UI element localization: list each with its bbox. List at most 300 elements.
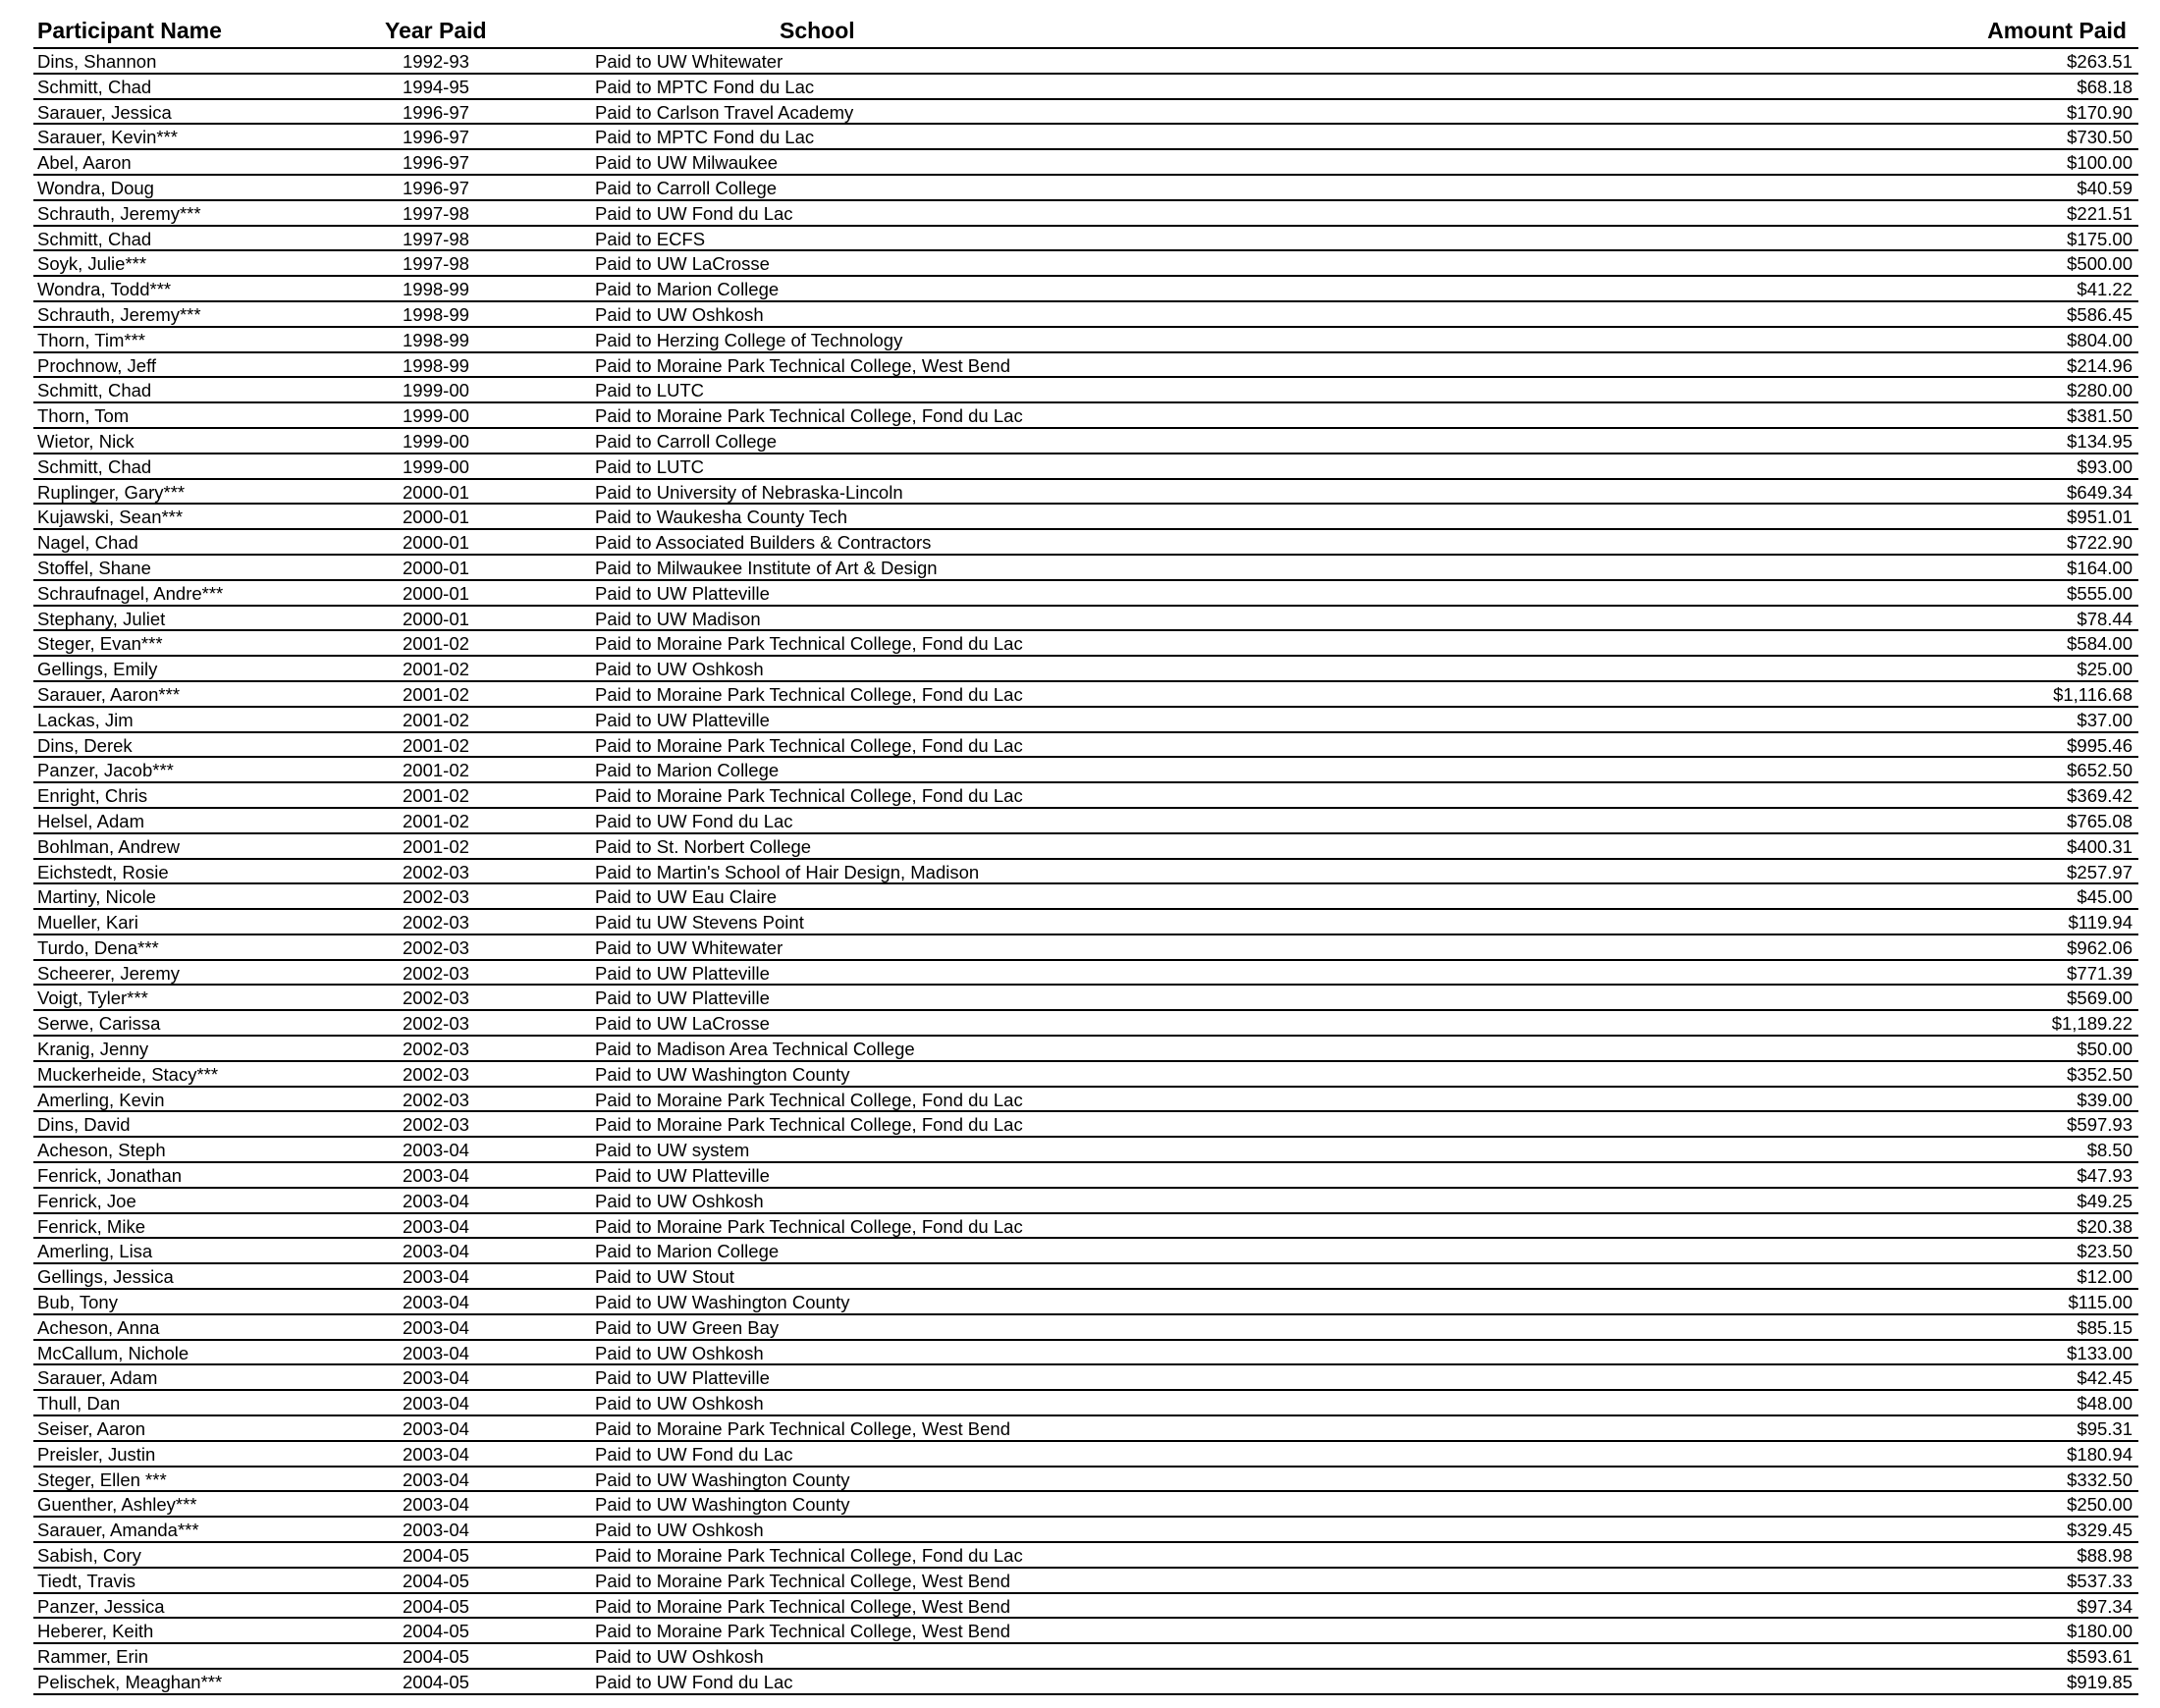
amount-paid-cell: $593.61 [2067,1646,2133,1668]
table-row [33,1088,2138,1113]
table-row [33,1315,2138,1341]
table-row [33,530,2138,556]
school-cell: Paid to UW system [595,1140,750,1161]
amount-paid-cell: $12.00 [2077,1266,2133,1288]
year-paid-cell: 2003-04 [403,1165,469,1187]
school-cell: Paid to Moraine Park Technical College, Fond du Lac [595,405,1023,427]
school-cell: Paid to Madison Area Technical College [595,1039,915,1060]
school-cell: Paid to UW Whitewater [595,51,783,72]
header-year-paid: Year Paid [385,18,487,43]
table-row [33,607,2138,632]
school-cell: Paid to UW Platteville [595,1165,770,1187]
table-header [33,14,2138,49]
amount-paid-cell: $20.38 [2077,1215,2133,1237]
school-cell: Paid to UW Oshkosh [595,1190,764,1211]
participant-name-cell: Scheerer, Jeremy [37,962,180,984]
amount-paid-cell: $500.00 [2067,253,2133,275]
amount-paid-cell: $730.50 [2067,127,2133,148]
year-paid-cell: 2000-01 [403,582,469,604]
amount-paid-cell: $332.50 [2067,1468,2133,1490]
table-row [33,581,2138,607]
school-cell: Paid to UW Oshkosh [595,1393,764,1414]
school-cell: Paid to Carlson Travel Academy [595,101,854,123]
amount-paid-cell: $584.00 [2067,633,2133,655]
school-cell: Paid to Marion College [595,279,780,300]
amount-paid-cell: $170.90 [2067,101,2133,123]
participant-name-cell: Thull, Dan [37,1393,121,1414]
school-cell: Paid to UW Platteville [595,962,770,984]
table-row [33,251,2138,277]
table-row [33,1365,2138,1391]
school-cell: Paid to UW Oshkosh [595,1342,764,1363]
amount-paid-cell: $78.44 [2077,608,2133,629]
amount-paid-cell: $400.31 [2067,835,2133,857]
amount-paid-cell: $214.96 [2067,354,2133,376]
amount-paid-cell: $369.42 [2067,785,2133,807]
amount-paid-cell: $257.97 [2067,861,2133,882]
participant-name-cell: Schrauth, Jeremy*** [37,202,201,224]
year-paid-cell: 1999-00 [403,405,469,427]
year-paid-cell: 2001-02 [403,810,469,831]
participant-name-cell: Dins, David [37,1114,131,1136]
school-cell: Paid to Moraine Park Technical College, West Bend [595,1570,1010,1591]
school-cell: Paid to Associated Builders & Contractors [595,532,932,554]
school-cell: Paid to UW Oshkosh [595,1646,764,1668]
amount-paid-cell: $804.00 [2067,329,2133,350]
year-paid-cell: 2003-04 [403,1443,469,1465]
amount-paid-cell: $995.46 [2067,734,2133,756]
school-cell: Paid to Moraine Park Technical College, Fond du Lac [595,785,1023,807]
amount-paid-cell: $45.00 [2077,886,2133,908]
amount-paid-cell: $115.00 [2068,1292,2133,1313]
header-amount-paid: Amount Paid [1987,18,2127,43]
school-cell: Paid to UW Washington County [595,1063,850,1085]
year-paid-cell: 1996-97 [403,152,469,174]
amount-paid-cell: $722.90 [2067,532,2133,554]
school-cell: Paid to Moraine Park Technical College, Fond du Lac [595,683,1023,705]
table-row [33,986,2138,1011]
amount-paid-cell: $40.59 [2077,177,2133,198]
year-paid-cell: 2003-04 [403,1292,469,1313]
school-cell: Paid to Martin's School of Hair Design, Madison [595,861,980,882]
participant-name-cell: Helsel, Adam [37,810,144,831]
year-paid-cell: 2002-03 [403,1089,469,1110]
table-row [33,657,2138,682]
amount-paid-cell: $1,116.68 [2053,683,2133,705]
amount-paid-cell: $649.34 [2067,481,2133,503]
year-paid-cell: 2004-05 [403,1672,469,1692]
year-paid-cell: 2000-01 [403,532,469,554]
table-row [33,201,2138,227]
school-cell: Paid to UW Platteville [595,582,770,604]
year-paid-cell: 1997-98 [403,253,469,275]
year-paid-cell: 1998-99 [403,329,469,350]
amount-paid-cell: $68.18 [2077,76,2133,97]
participant-name-cell: Sarauer, Aaron*** [37,683,181,705]
school-cell: Paid to UW LaCrosse [595,1013,770,1035]
table-row [33,935,2138,961]
table-row [33,1569,2138,1594]
table-row [33,403,2138,429]
year-paid-cell: 2003-04 [403,1266,469,1288]
amount-paid-cell: $93.00 [2077,455,2133,477]
participant-name-cell: Ruplinger, Gary*** [37,481,186,503]
participant-name-cell: Muckerheide, Stacy*** [37,1063,219,1085]
year-paid-cell: 2002-03 [403,962,469,984]
year-paid-cell: 2004-05 [403,1570,469,1591]
header-participant-name: Participant Name [37,18,222,43]
amount-paid-cell: $48.00 [2077,1393,2133,1414]
amount-paid-cell: $42.45 [2077,1367,2133,1389]
year-paid-cell: 2003-04 [403,1316,469,1338]
participant-name-cell: Seiser, Aaron [37,1418,146,1440]
table-row [33,378,2138,403]
year-paid-cell: 2003-04 [403,1494,469,1516]
participant-name-cell: Bohlman, Andrew [37,835,181,857]
table-row [33,1189,2138,1214]
participant-name-cell: Tiedt, Travis [37,1570,136,1591]
amount-paid-cell: $919.85 [2067,1672,2133,1692]
school-cell: Paid to University of Nebraska-Lincoln [595,481,903,503]
participant-name-cell: Preisler, Justin [37,1443,156,1465]
participant-name-cell: Stoffel, Shane [37,557,151,578]
year-paid-cell: 1998-99 [403,354,469,376]
school-cell: Paid to UW Washington County [595,1468,850,1490]
year-paid-cell: 2001-02 [403,785,469,807]
year-paid-cell: 2001-02 [403,835,469,857]
year-paid-cell: 2004-05 [403,1621,469,1642]
amount-paid-cell: $164.00 [2067,557,2133,578]
year-paid-cell: 1997-98 [403,228,469,249]
year-paid-cell: 2003-04 [403,1140,469,1161]
school-cell: Paid to Moraine Park Technical College, West Bend [595,1621,1010,1642]
table-row [33,961,2138,987]
year-paid-cell: 2002-03 [403,1039,469,1060]
school-cell: Paid to UW Washington County [595,1292,850,1313]
participant-name-cell: Acheson, Anna [37,1316,160,1338]
table-row [33,1062,2138,1088]
table-row [33,353,2138,379]
year-paid-cell: 2001-02 [403,633,469,655]
school-cell: Paid to UW Oshkosh [595,659,764,680]
year-paid-cell: 1998-99 [403,303,469,325]
year-paid-cell: 2000-01 [403,507,469,528]
year-paid-cell: 2000-01 [403,608,469,629]
school-cell: Paid to UW Green Bay [595,1316,780,1338]
amount-paid-cell: $25.00 [2077,659,2133,680]
year-paid-cell: 1996-97 [403,127,469,148]
table-row [33,1037,2138,1062]
participant-name-cell: Sarauer, Amanda*** [37,1520,199,1541]
school-cell: Paid to UW Platteville [595,987,770,1009]
table-row [33,1492,2138,1518]
participant-name-cell: Panzer, Jacob*** [37,760,174,781]
participant-name-cell: Amerling, Lisa [37,1241,153,1262]
school-cell: Paid to UW Eau Claire [595,886,778,908]
school-cell: Paid to Moraine Park Technical College, West Bend [595,1418,1010,1440]
year-paid-cell: 2001-02 [403,760,469,781]
year-paid-cell: 2002-03 [403,1013,469,1035]
school-cell: Paid to Carroll College [595,177,778,198]
amount-paid-cell: $39.00 [2077,1089,2133,1110]
amount-paid-cell: $50.00 [2077,1039,2133,1060]
amount-paid-cell: $329.45 [2067,1520,2133,1541]
table-row [33,1112,2138,1138]
participant-name-cell: Kranig, Jenny [37,1039,149,1060]
participant-name-cell: Guenther, Ashley*** [37,1494,197,1516]
participant-name-cell: Schmitt, Chad [37,228,152,249]
participant-name-cell: Lackas, Jim [37,709,134,730]
amount-paid-cell: $221.51 [2067,202,2133,224]
amount-paid-cell: $352.50 [2067,1063,2133,1085]
participant-name-cell: Fenrick, Joe [37,1190,136,1211]
participant-name-cell: Prochnow, Jeff [37,354,157,376]
table-row [33,328,2138,353]
school-cell: Paid to Moraine Park Technical College, Fond du Lac [595,734,1023,756]
participant-name-cell: Sarauer, Kevin*** [37,127,178,148]
amount-paid-cell: $37.00 [2077,709,2133,730]
table-row [33,682,2138,708]
school-cell: Paid to Moraine Park Technical College, West Bend [595,354,1010,376]
table-row [33,1543,2138,1569]
participant-name-cell: Amerling, Kevin [37,1089,165,1110]
school-cell: Paid tu UW Stevens Point [595,912,804,934]
table-row [33,1214,2138,1240]
school-cell: Paid to UW Whitewater [595,936,783,958]
table-row [33,631,2138,657]
table-row [33,1239,2138,1264]
participant-name-cell: Pelischek, Meaghan*** [37,1672,223,1692]
table-row [33,1138,2138,1163]
table-row [33,884,2138,910]
year-paid-cell: 2003-04 [403,1241,469,1262]
year-paid-cell: 2002-03 [403,886,469,908]
year-paid-cell: 2001-02 [403,709,469,730]
participant-name-cell: Sarauer, Adam [37,1367,158,1389]
participant-name-cell: Wietor, Nick [37,430,135,452]
participant-name-cell: Schmitt, Chad [37,76,152,97]
table-row [33,1644,2138,1670]
participant-name-cell: Fenrick, Jonathan [37,1165,183,1187]
participant-name-cell: Dins, Derek [37,734,133,756]
school-cell: Paid to UW Madison [595,608,761,629]
year-paid-cell: 2004-05 [403,1545,469,1567]
amount-paid-cell: $597.93 [2067,1114,2133,1136]
school-cell: Paid to Moraine Park Technical College, Fond du Lac [595,633,1023,655]
school-cell: Paid to Moraine Park Technical College, Fond du Lac [595,1089,1023,1110]
participant-name-cell: Soyk, Julie*** [37,253,147,275]
year-paid-cell: 2003-04 [403,1190,469,1211]
year-paid-cell: 2003-04 [403,1520,469,1541]
year-paid-cell: 2004-05 [403,1595,469,1617]
school-cell: Paid to UW Platteville [595,1367,770,1389]
year-paid-cell: 2003-04 [403,1468,469,1490]
participant-name-cell: Dins, Shannon [37,51,157,72]
participant-name-cell: Turdo, Dena*** [37,936,159,958]
school-cell: Paid to UW Milwaukee [595,152,779,174]
year-paid-cell: 1994-95 [403,76,469,97]
table-row [33,75,2138,100]
amount-paid-cell: $175.00 [2067,228,2133,249]
school-cell: Paid to LUTC [595,455,705,477]
amount-paid-cell: $97.34 [2077,1595,2133,1617]
table-row [33,809,2138,834]
participant-name-cell: Eichstedt, Rosie [37,861,169,882]
school-cell: Paid to UW Washington County [595,1494,850,1516]
amount-paid-cell: $119.94 [2068,912,2133,934]
participant-name-cell: Gellings, Jessica [37,1266,174,1288]
amount-paid-cell: $280.00 [2067,380,2133,401]
school-cell: Paid to Marion College [595,760,780,781]
table-row [33,1391,2138,1416]
year-paid-cell: 2001-02 [403,659,469,680]
amount-paid-cell: $180.00 [2067,1621,2133,1642]
amount-paid-cell: $41.22 [2077,279,2133,300]
table-row [33,834,2138,860]
table-row [33,733,2138,759]
school-cell: Paid to Moraine Park Technical College, West Bend [595,1595,1010,1617]
table-row [33,1670,2138,1695]
participant-name-cell: Serwe, Carissa [37,1013,161,1035]
table-row [33,1468,2138,1493]
year-paid-cell: 2003-04 [403,1393,469,1414]
year-paid-cell: 2004-05 [403,1646,469,1668]
header-school: School [780,18,855,43]
amount-paid-cell: $1,189.22 [2051,1013,2133,1035]
participant-name-cell: Abel, Aaron [37,152,132,174]
year-paid-cell: 2003-04 [403,1367,469,1389]
year-paid-cell: 2002-03 [403,861,469,882]
table-row [33,1264,2138,1290]
participant-name-cell: Schmitt, Chad [37,380,152,401]
participant-name-cell: Panzer, Jessica [37,1595,165,1617]
table-row [33,758,2138,783]
amount-paid-cell: $180.94 [2067,1443,2133,1465]
table-row [33,910,2138,935]
year-paid-cell: 1992-93 [403,51,469,72]
school-cell: Paid to Carroll College [595,430,778,452]
amount-paid-cell: $771.39 [2067,962,2133,984]
amount-paid-cell: $250.00 [2067,1494,2133,1516]
amount-paid-cell: $88.98 [2077,1545,2133,1567]
year-paid-cell: 2002-03 [403,936,469,958]
school-cell: Paid to Waukesha County Tech [595,507,848,528]
school-cell: Paid to UW Fond du Lac [595,1672,793,1692]
participant-name-cell: Thorn, Tom [37,405,130,427]
table-body [33,49,2138,1695]
amount-paid-cell: $555.00 [2067,582,2133,604]
table-row [33,125,2138,150]
year-paid-cell: 1998-99 [403,279,469,300]
school-cell: Paid to Milwaukee Institute of Art & Design [595,557,938,578]
participant-name-cell: Steger, Evan*** [37,633,163,655]
school-cell: Paid to UW Oshkosh [595,1520,764,1541]
participant-name-cell: Schmitt, Chad [37,455,152,477]
table-row [33,302,2138,328]
amount-paid-cell: $263.51 [2067,51,2133,72]
participant-name-cell: Rammer, Erin [37,1646,149,1668]
amount-paid-cell: $134.95 [2067,430,2133,452]
year-paid-cell: 2003-04 [403,1418,469,1440]
table-row [33,708,2138,733]
amount-paid-cell: $765.08 [2067,810,2133,831]
participant-name-cell: Enright, Chris [37,785,148,807]
participant-name-cell: Kujawski, Sean*** [37,507,184,528]
table-row [33,1290,2138,1315]
participant-name-cell: Sabish, Cory [37,1545,141,1567]
participant-name-cell: Fenrick, Mike [37,1215,145,1237]
school-cell: Paid to UW LaCrosse [595,253,770,275]
amount-paid-cell: $962.06 [2067,936,2133,958]
table-row [33,1594,2138,1620]
year-paid-cell: 2003-04 [403,1215,469,1237]
participant-name-cell: McCallum, Nichole [37,1342,189,1363]
table-row [33,49,2138,75]
year-paid-cell: 2002-03 [403,1114,469,1136]
participant-name-cell: Wondra, Todd*** [37,279,172,300]
table-row [33,150,2138,176]
table-row [33,505,2138,530]
school-cell: Paid to UW Fond du Lac [595,202,793,224]
year-paid-cell: 1999-00 [403,455,469,477]
participant-name-cell: Bub, Tony [37,1292,118,1313]
payments-table [33,14,2138,1695]
school-cell: Paid to UW Platteville [595,709,770,730]
amount-paid-cell: $49.25 [2077,1190,2133,1211]
year-paid-cell: 2000-01 [403,557,469,578]
participant-name-cell: Heberer, Keith [37,1621,154,1642]
table-row [33,783,2138,809]
participant-name-cell: Nagel, Chad [37,532,138,554]
table-row [33,860,2138,885]
amount-paid-cell: $652.50 [2067,760,2133,781]
year-paid-cell: 2001-02 [403,683,469,705]
school-cell: Paid to Moraine Park Technical College, Fond du Lac [595,1545,1023,1567]
year-paid-cell: 2002-03 [403,1063,469,1085]
participant-name-cell: Martiny, Nicole [37,886,156,908]
amount-paid-cell: $569.00 [2067,987,2133,1009]
amount-paid-cell: $381.50 [2067,405,2133,427]
table-row [33,1442,2138,1468]
participant-name-cell: Acheson, Steph [37,1140,166,1161]
table-row [33,1619,2138,1644]
table-row [33,1416,2138,1442]
year-paid-cell: 1996-97 [403,101,469,123]
amount-paid-cell: $951.01 [2067,507,2133,528]
year-paid-cell: 2003-04 [403,1342,469,1363]
year-paid-cell: 1997-98 [403,202,469,224]
table-row [33,1011,2138,1037]
amount-paid-cell: $537.33 [2067,1570,2133,1591]
amount-paid-cell: $133.00 [2067,1342,2133,1363]
participant-name-cell: Stephany, Juliet [37,608,166,629]
participant-name-cell: Mueller, Kari [37,912,138,934]
table-row [33,556,2138,581]
year-paid-cell: 2002-03 [403,987,469,1009]
school-cell: Paid to St. Norbert College [595,835,812,857]
table-row [33,227,2138,252]
table-row [33,1341,2138,1366]
school-cell: Paid to MPTC Fond du Lac [595,127,815,148]
school-cell: Paid to Moraine Park Technical College, Fond du Lac [595,1215,1023,1237]
table-row [33,1163,2138,1189]
amount-paid-cell: $23.50 [2077,1241,2133,1262]
participant-name-cell: Wondra, Doug [37,177,154,198]
participant-name-cell: Gellings, Emily [37,659,158,680]
year-paid-cell: 2000-01 [403,481,469,503]
table-row [33,1518,2138,1543]
school-cell: Paid to Marion College [595,1241,780,1262]
